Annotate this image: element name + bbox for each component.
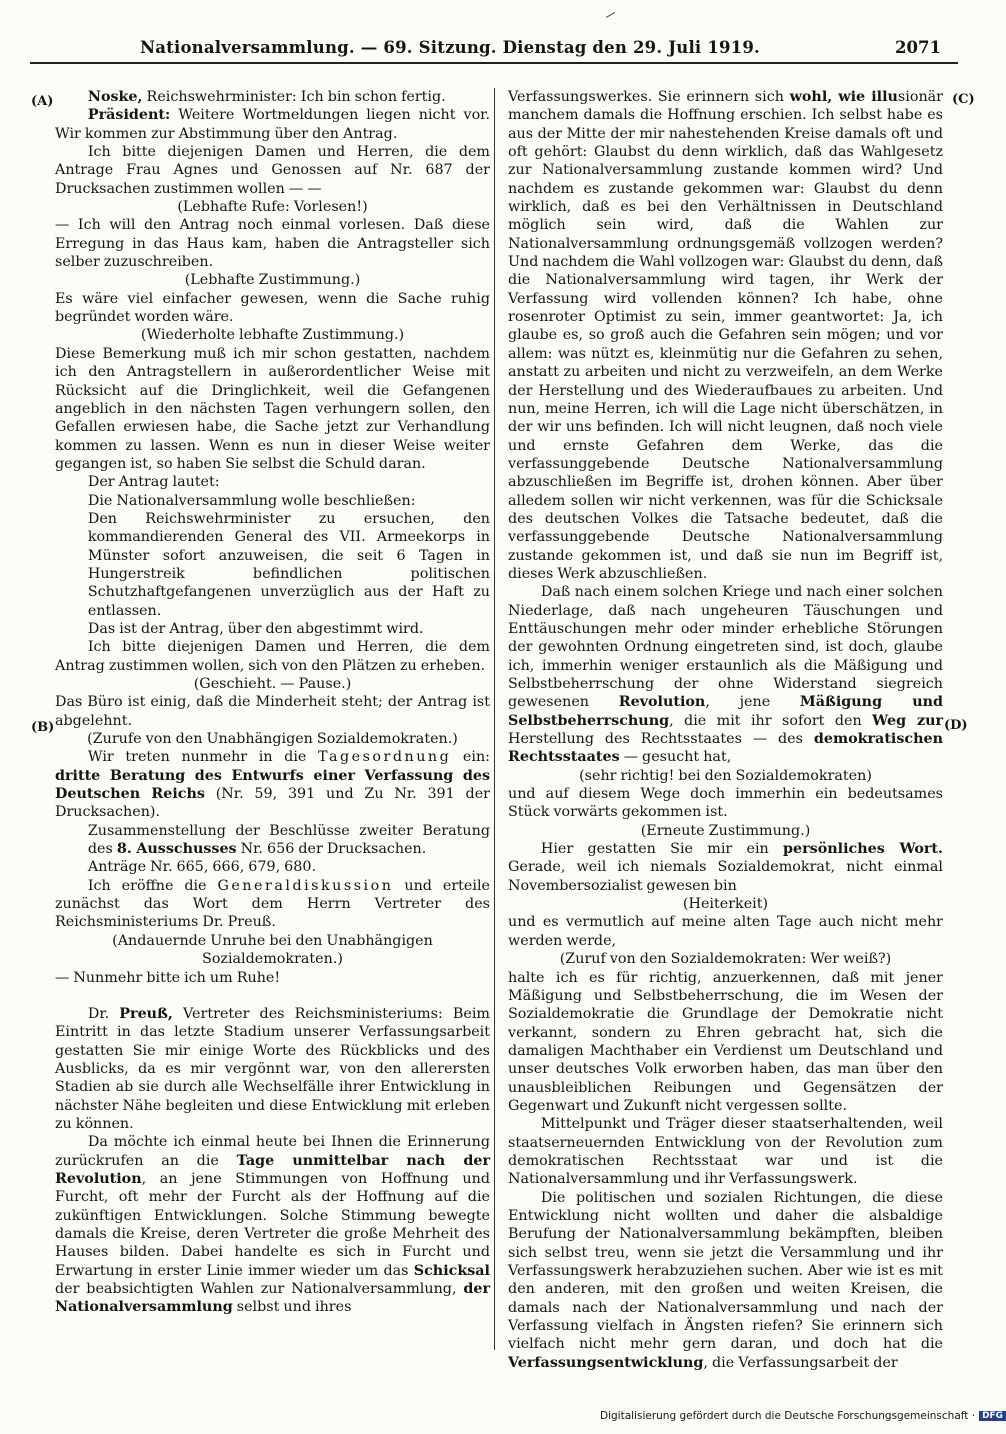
paragraph: Ich eröffne die Generaldiskussion und erteile zunächst das Wort dem Herrn Vertreter des Reichsministeriums Dr. Preuß.: [55, 877, 490, 931]
paragraph: Verfassungswerkes. Sie erinnern sich wohl, wie illusionär manchem damals die Hoffnung erschien. Ich selbst habe es aus der Mitte der mir nahestehenden Kreise damals oft und oft gehört: Glaubst du denn wirklich, daß das Wahlgesetz zur Nationalversammlung zustande kommen wird? Und nachdem es zustande gekommen war: Glaubst du denn wirklich, daß es bei den Verhältnissen in Deutschland möglich sein wird, daß die Wahlen zur Nationalversammlung ordnungsgemäß vollzogen werden? Und nachdem die Wahl vollzogen war: Glaubst du denn, daß die Nationalversammlung wird tagen, ihr Werk der Verfassung wird vollenden können? Ich habe, ohne rosenroter Optimist zu sein, immer geantwortet: Ja, ich glaube es, so groß auch die Gefahren sein mögen; und vor allem: was nützt es, kleinmütig nur die Gefahren zu sehen, anstatt zu arbeiten und nicht zu verzweifeln, an dem Werke der Herstellung und des Wiederaufbaues zu arbeiten. Und nun, meine Herren, ich will die Lage nicht überschätzen, in der wir uns befinden. Ich will nicht leugnen, daß noch viele und ernste Gefahren dem Werke, das die verfassunggebende Deutsche Nationalversammlung abzuschließen im Begriffe ist, drohen können. Aber über alledem sollen wir nicht verkennen, was für die Schicksale des deutschen Volkes die Tatsache bedeutet, daß die verfassunggebende Deutsche Nationalversammlung zustande gekommen ist, und daß sie nun im Begriff ist, dieses Werk abzuschließen.: [508, 89, 944, 582]
interjection: (Wiederholte lebhafte Zustimmung.): [140, 327, 405, 344]
page-header: [0, 28, 1000, 62]
dfg-logo: DFG: [979, 1411, 1006, 1421]
paragraph: Präsident: Weitere Wortmeldungen liegen nicht vor. Wir kommen zur Abstimmung über den Antrag.: [55, 107, 490, 142]
paragraph: — Nunmehr bitte ich um Ruhe!: [55, 969, 281, 986]
paragraph: Hier gestatten Sie mir ein persönliches Wort. Gerade, weil ich niemals Sozialdemokrat, nicht einmal Novembersozialist gewesen bin: [508, 841, 943, 894]
header-rule: [30, 62, 958, 64]
paragraph: Da möchte ich einmal heute bei Ihnen die Erinnerung zurückrufen an die Tage unmittelbar nach der Revolution, an jene Stimmungen von Hoffnung und Furcht, oft mehr der Furcht als der Hoffnung auf die zukünftigen Entwicklungen. Solche Stimmung bewegte damals die Kreise, deren Vertreter die große Mehrheit des Hauses bilden. Dabei handelte es sich in Furcht und Erwartung in erster Linie immer wieder um das Schicksal der beabsichtigten Wahlen zur Nationalversammlung, der Nationalversammlung selbst und ihres: [55, 1134, 490, 1316]
left-column: [55, 88, 490, 1350]
paragraph: Noske, Reichswehrminister: Ich bin schon fertig.: [87, 89, 446, 105]
paragraph: — Ich will den Antrag noch einmal vorlesen. Daß diese Erregung in das Haus kam, haben die Antragsteller sich selber zuzuschreiben.: [55, 217, 490, 271]
speaker-name: Noske,: [87, 89, 143, 105]
paragraph: Mittelpunkt und Träger dieser staatserhaltenden, weil staatserneuernden Entwicklung von der Revolution zum demokratischen Rechtsstaat war und ist die Nationalversammlung und ihr Verfassungswerk.: [508, 1116, 943, 1188]
paragraph: Die politischen und sozialen Richtungen, die diese Entwicklung nicht wollten und daher die alsbaldige Berufung der Nationalversammlung bekämpften, bleiben sich selbst treu, wenn sie jetzt die Versammlung und ihr Verfassungswerk herabzuziehen suchen. Aber wie ist es mit den anderen, mit den großen und weiten Kreisen, die damals nach der Nationalversammlung und nach der Verfassung vielfach in Ängsten riefen? Sie erinnern sich vielfach nicht mehr gern daran, und doch hat die Verfassungsentwicklung, die Verfassungsarbeit der: [508, 1189, 943, 1371]
column-divider: [494, 88, 495, 1350]
paragraph: Das Büro ist einig, daß die Minderheit steht; der Antrag ist abgelehnt.: [55, 694, 490, 729]
interjection: (Lebhafte Rufe: Vorlesen!): [177, 199, 368, 216]
digitization-credit: Digitalisierung gefördert durch die Deutsche Forschungsgemeinschaft · DFG: [600, 1410, 970, 1422]
agenda-item: Wir treten nunmehr in die Tagesordnung ein: dritte Beratung des Entwurfs einer Verfassung des Deutschen Reichs (Nr. 59, 391 und Zu Nr. 391 der Drucksachen).: [55, 749, 490, 821]
paragraph: halte ich es für richtig, anzuerkennen, daß mit jener Mäßigung und Selbstbeherrschung, die im Wesen der Sozialdemokratie die Grundlage der Demokratie nicht verkannt, sondern zu Ehren gebracht hat, sich die damaligen Machthaber ein Verdienst um Deutschland und unser deutsches Volk erworben haben, das man über den unausbleiblichen Reibungen und Gegensätzen der Gegenwart und Zukunft nicht vergessen sollte.: [508, 969, 943, 1114]
interjection: (Geschieht. — Pause.): [193, 676, 352, 692]
interjection: (Lebhafte Zustimmung.): [184, 272, 361, 289]
paragraph: Ich bitte diejenigen Damen und Herren, die dem Antrage Frau Agnes und Genossen auf Nr. 687 der Drucksachen zustimmen wollen — —: [55, 144, 490, 197]
right-column: [508, 88, 944, 1371]
margin-mark-b: (B): [31, 720, 55, 735]
paragraph: Das ist der Antrag, über den abgestimmt wird.: [87, 620, 424, 637]
motion-text: Den Reichswehrminister zu ersuchen, den kommandierenden General des VII. Armeekorps in Münster sofort anzuweisen, die seit 6 Tagen in Hungerstreik befindlichen politischen Schutzhaftgefangenen unverzüglich aus der Haft zu entlassen.: [87, 510, 490, 619]
agenda-item: Zusammenstellung der Beschlüsse zweiter Beratung des 8. Ausschusses Nr. 656 der Drucksachen.: [87, 822, 490, 858]
paragraph: Diese Bemerkung muß ich mir schon gestatten, nachdem ich den Antragstellern in außerordentlicher Weise mit Rücksicht auf die Dringlichkeit, weil die Gefangenen angeblich in den nächsten Tagen verhungern sollen, den Gefallen erwiesen habe, die Sache jetzt zur Verhandlung kommen zu lassen. Wenn es nun in dieser Weise weiter gegangen ist, so haben Sie selbst die Schuld daran.: [55, 345, 490, 472]
paragraph: und es vermutlich auf meine alten Tage auch nicht mehr werden werde,: [508, 914, 943, 949]
interjection: (Zurufe von den Unabhängigen Sozialdemokraten.): [87, 731, 458, 748]
paragraph: Ich bitte diejenigen Damen und Herren, die dem Antrag zustimmen wollen, sich von den Plätzen zu erheben.: [55, 639, 490, 674]
interjection: (Erneute Zustimmung.): [640, 822, 811, 839]
page-number: 2071: [895, 38, 941, 57]
paragraph: Daß nach einem solchen Kriege und nach einer solchen Niederlage, daß nach ungeheuren Täuschungen und Enttäuschungen mehr oder minder erhebliche Störungen der gewohnten Ordnung eingetreten sind, ist doch, glaube ich, immerhin weniger erstaunlich als die Mäßigung und Selbstbeherrschung der ohne Widerstand siegreich gewesenen Revolution, jene Mäßigung und Selbstbeherrschung, die mit ihr sofort den Weg zur Herstellung des Rechtsstaates — des demokratischen Rechtsstaates — gesucht hat,: [508, 584, 944, 766]
paragraph: und auf diesem Wege doch immerhin ein bedeutsames Stück vorwärts gekommen ist.: [508, 786, 943, 821]
interjection: (Andauernde Unruhe bei den Unabhängigen Sozialdemokraten.): [112, 932, 433, 968]
agenda-item: Anträge Nr. 665, 666, 679, 680.: [87, 859, 316, 876]
motion-text: Die Nationalversammlung wolle beschließen:: [87, 492, 416, 509]
running-title: Nationalversammlung. — 69. Sitzung. Dienstag den 29. Juli 1919.: [139, 38, 760, 57]
interjection: (sehr richtig! bei den Sozialdemokraten): [579, 767, 872, 784]
margin-mark-a: (A): [31, 94, 54, 109]
paragraph: Der Antrag lautet:: [87, 474, 220, 491]
paragraph: Dr. Preuß, Vertreter des Reichsministeriums: Beim Eintritt in das letzte Stadium unserer Verfassungsarbeit gestatten Sie mir einige Worte des Rückblicks und des Ausblicks, da es mir vergönnt war, von den allerersten Stadien ab sie durch alle Wechselfälle ihrer Entwicklung in nächster Nähe begleiten und diese Entwicklung mit erleben zu können.: [55, 1005, 490, 1132]
margin-mark-c: (C): [952, 92, 975, 107]
interjection: (Heiterkeit): [682, 896, 769, 913]
speaker-name: Präsident:: [87, 107, 171, 124]
margin-mark-d: (D): [944, 718, 968, 733]
pen-mark: [606, 12, 618, 23]
speaker-name: Preuß,: [119, 1005, 173, 1022]
interjection: (Zuruf von den Sozialdemokraten: Wer weiß?): [559, 951, 892, 968]
paragraph: Es wäre viel einfacher gewesen, wenn die Sache ruhig begründet worden wäre.: [55, 290, 490, 326]
